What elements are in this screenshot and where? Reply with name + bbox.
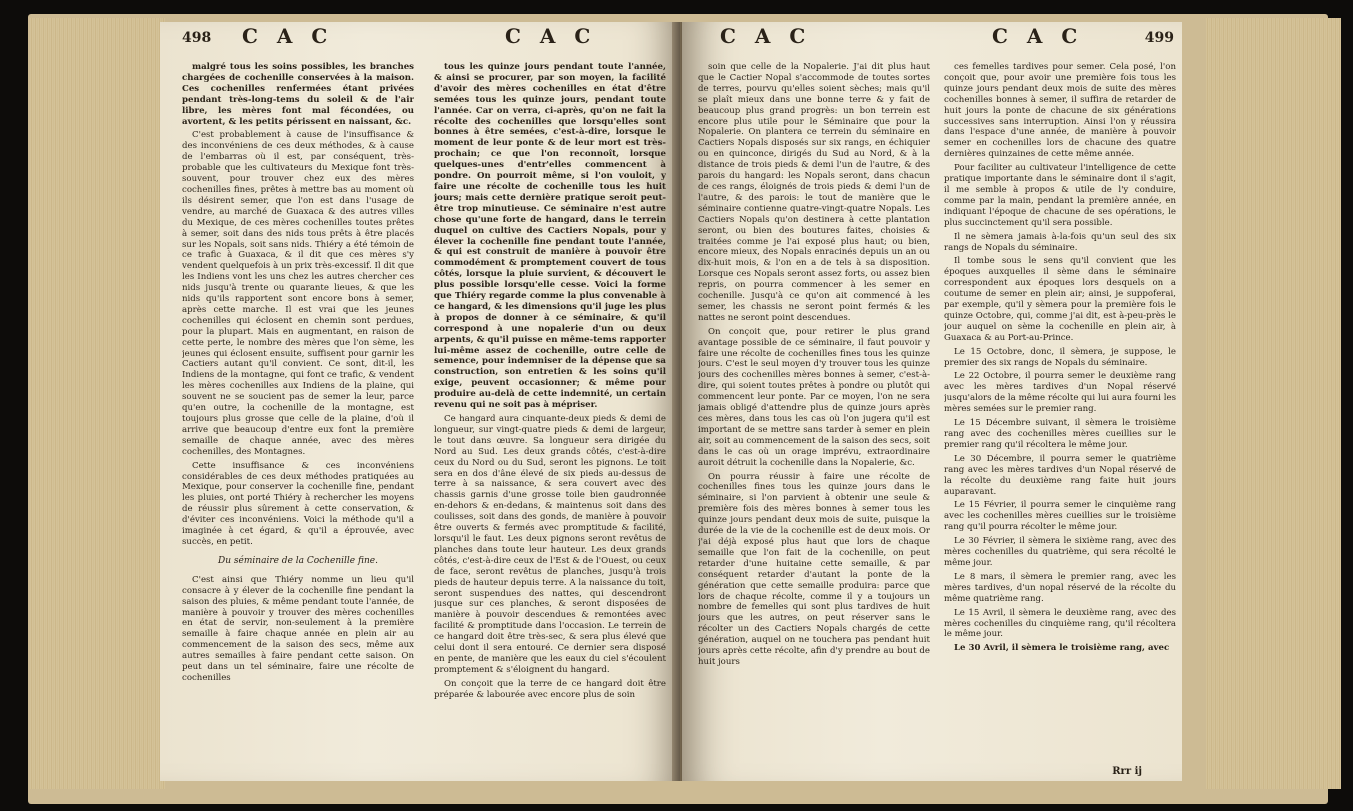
left-page-edges <box>30 18 165 789</box>
paragraph: Le 15 Février, il pourra semer le cinquième rang avec les cochenilles mères cueillies sur le troisième rang qu'il pourra récolter le même jour. <box>944 500 1176 533</box>
left-page <box>160 22 680 781</box>
paragraph: malgré tous les soins possibles, les branches chargées de cochenille conservées à la maison. Ces cochenilles renfermées étant privées pendant très-long-tems du soleil & de l'air libre, les mères font mal fécondées, ou avortent, & les petits périssent en naissant, &c. <box>182 62 414 127</box>
right-page-header <box>682 22 1182 56</box>
paragraph: tous les quinze jours pendant toute l'année, & ainsi se procurer, par son moyen, la facilité d'avoir des mères cochenilles en état d'être semées tous les quinze jours, pendant toute l'année. Car on verra, ci-après, qu'on ne fait la récolte des cochenilles que lorsqu'elles sont bonnes à être semées, c'est-à-dire, lorsque le moment de leur ponte & de leur mort est très-prochain; ce que l'on reconnoît, lorsque quelques-unes d'entr'elles commencent à pondre. On pourroit même, si l'on vouloit, y faire une récolte de cochenille tous les huit jours; mais cette dernière pratique seroit peut-être trop minutieuse. Ce séminaire n'est autre chose qu'une forte de hangard, dans le terrein duquel on cultive des Cactiers Nopals, pour y élever la cochenille fine pendant toute l'année, & qui est construit de manière à pouvoir être commodément & promptement couvert de tous côtés, lorsque la pluie survient, & découvert le plus possible lorsqu'elle cesse. Voici la forme que Thiéry regarde comme la plus convenable à ce hangard, & les dimensions qu'il juge les plus à propos de donner à ce séminaire, & qu'il correspond à une nopalerie d'un ou deux arpents, & qu'il puisse en même-tems rapporter lui-même assez de cochenille, outre celle de semence, pour indemniser de la dépense que sa construction, son entretien & les soins qu'il exige, peuvent occasionner; & même pour produire au-delà de cette indemnité, un certain revenu qui ne soit pas à mépriser. <box>434 62 666 411</box>
paragraph: C'est probablement à cause de l'insuffisance & des inconvéniens de ces deux méthodes, & à cause de l'embarras où il est, par conséquent, très-probable que les cultivateurs du Mexique font très-souvent, pour trouver chez eux des mères cochenilles fines, prêtes à mettre bas au moment où ils désirent semer, que l'on est dans l'usage de vendre, au marché de Guaxaca & des autres villes du Mexique, de ces mères cochenilles toutes prêtes à semer, soit dans des nids tous prêts à être placés sur les Nopals, soit sans nids. Thiéry a été témoin de ce trafic à Guaxaca, & il dit que ces mères s'y vendent quelquefois à un prix très-excessif. Il dit que les Indiens vont les uns chez les autres chercher ces nids jusqu'à trente ou quarante lieues, & que les nids qu'ils rapportent sont encore bons à semer, après cette marche. Il est vrai que les jeunes cochenilles qui éclosent en chemin sont perdues, pour la plupart. Mais en augmentant, en raison de cette perte, le nombre des mères que l'on sème, les jeunes qui éclosent ensuite, suffisent pour garnir les Cactiers autant qu'il convient. Ce sont, dit-il, les Indiens de la montagne, qui font ce trafic, & vendent les mères cochenilles aux Indiens de la plaine, qui souvent ne se soucient pas de semer la leur, parce qu'en outre, la cochenille de la montagne, est toujours plus grosse que celle de la plaine, d'où il arrive que beaucoup d'entre eux font la première semaille de chaque année, avec des mères cochenilles, des Montagnes. <box>182 130 414 457</box>
section-heading: Du séminaire de la Cochenille fine. <box>218 555 378 566</box>
paragraph: On pourra réussir à faire une récolte de cochenilles fines tous les quinze jours dans le séminaire, si l'on parvient à obtenir une seule & première fois des mères bonnes à semer tous les quinze jours pendant deux mois de suite, puisque la durée de la vie de la cochenille est de deux mois. Or j'ai déjà exposé plus haut que lors de chaque semaille que l'on fait de la cochenille, on peut retarder d'une huitaine cette semaille, & par conséquent retarder d'autant la ponte de la génération que cette semaille produira: parce que lors de chaque récolte, comme il y a toujours un nombre de femelles qui sont plus tardives de huit jours que les autres, on peut réserver sans le récolter un des Cactiers Nopals chargés de cette génération, auquel on ne touchera pas pendant huit jours après cette récolte, afin d'y prendre au bout de huit jours <box>698 471 930 667</box>
paragraph: Le 22 Octobre, il pourra semer le deuxième rang avec les mères tardives d'un Nopal réservé jusqu'alors de la même récolte qui lui aura fourni les mères semées sur le premier rang. <box>944 371 1176 415</box>
paragraph: Le 15 Avril, il sèmera le deuxième rang, avec des mères cochenilles du cinquième rang, qu'il récoltera le même jour. <box>944 607 1176 640</box>
paragraph: Le 30 Avril, il sèmera le troisième rang, avec <box>954 643 1170 654</box>
paragraph: Ce hangard aura cinquante-deux pieds & demi de longueur, sur vingt-quatre pieds & demi de largeur, le tout dans œuvre. Sa longueur sera dirigée du Nord au Sud. Les deux grands côtés, c'est-à-dire ceux du Nord ou du Sud, seront les pignons. Le toit sera en dos d'âne élevé de six pieds au-dessus de terre à sa naissance, & sera couvert avec des chassis garnis d'une grosse toile bien gaudronnée en-dehors & en-dedans, & maintenus soit dans des coulisses, soit dans des gonds, de manière à pouvoir être ouverts & fermés avec promptitude & facilité, lorsqu'il le faut. Les deux pignons seront revêtus de planches dans toute leur hauteur. Les deux grands côtés, c'est-à-dire ceux de l'Est & de l'Ouest, ou ceux de face, seront revêtus de planches, jusqu'à trois pieds de hauteur depuis terre. A la naissance du toit, seront suspendues des nattes, qui descendront jusque sur ces planches, & seront disposées de manière à pouvoir descendues & remontées avec facilité & promptitude dans l'occasion. Le terrein de ce hangard doit être très-sec, & sera plus élevé que celui dont il sera entouré. Ce dernier sera disposé en pente, de manière que les eaux du ciel s'écoulent promptement & s'éloignent du hangard. <box>434 414 666 675</box>
right-running-head-2: C A C <box>992 24 1084 48</box>
paragraph: Le 30 Décembre, il pourra semer le quatrième rang avec les mères tardives d'un Nopal réservé de la récolte du deuxième rang faite huit jours auparavant. <box>944 453 1176 497</box>
paragraph: On conçoit que la terre de ce hangard doit être préparée & labourée avec encore plus de soin <box>434 678 666 700</box>
left-page-number: 498 <box>182 30 212 46</box>
paragraph: C'est ainsi que Thiéry nomme un lieu qu'il consacre à y élever de la cochenille fine pendant la saison des pluies, & même pendant toute l'année, de manière à pouvoir y trouver des mères cochenilles en état de servir, non-seulement à la première semaille à faire chaque année en plein air au commencement de la saison des secs, même aux autres semailles à faire pendant cette saison. On peut dans un tel séminaire, faire une récolte de cochenilles <box>182 574 414 683</box>
paragraph: Le 30 Février, il sèmera le sixième rang, avec des mères cochenilles du quatrième, qui sera récolté le même jour. <box>944 536 1176 568</box>
paragraph: Le 15 Octobre, donc, il sèmera, je suppose, le premier des six rangs de Nopals du séminaire. <box>944 346 1176 368</box>
right-page <box>682 22 1182 781</box>
left-column-1 <box>182 62 414 773</box>
paragraph: Cette insuffisance & ces inconvéniens considérables de ces deux méthodes pratiquées au Mexique, pour conserver la cochenille fine, pendant les pluies, ont porté Thiéry à rechercher les moyens de réussir plus sûrement à cette conservation, & d'éviter ces inconvéniens. Voici la méthode qu'il a imaginée à cet égard, & qu'il a éprouvée, avec succès, en petit. <box>182 460 414 547</box>
left-column-2 <box>434 62 666 773</box>
paragraph: soin que celle de la Nopalerie. J'ai dit plus haut que le Cactier Nopal s'accommode de toutes sortes de terres, pourvu qu'elles soient sèches; mais qu'il se plaît mieux dans une bonne terre & y fait de beaucoup plus grand progrès: un bon terrein est encore plus utile pour le Séminaire que pour la Nopalerie. On plantera ce terrein du séminaire en Cactiers Nopals disposés sur six rangs, en échiquier ou en quinconce, dirigés du Sud au Nord, & à la distance de trois pieds & demi l'un de l'autre, & des parois du hangard: les Nopals seront, dans chacun de ces rangs, éloignés de trois pieds & demi l'un de l'autre, & des parois: le tout de manière que le séminaire contienne quatre-vingt-quatre Nopals. Les Cactiers Nopals qu'on destinera à cette plantation seront, ou bien des boutures faites, choisies & traitées comme je l'ai exposé plus haut; ou bien, encore mieux, des Nopals enracinés depuis un an ou dix-huit mois, & l'on en a de tels à sa disposition. Lorsque ces Nopals seront assez forts, ou assez bien repris, on pourra commencer à les semer en cochenille. Jusqu'à ce qu'on ait commencé à les semer, les chassis ne seront point fermés & les nattes ne seront point descendues. <box>698 62 930 323</box>
signature-mark: Rrr ij <box>1112 766 1142 777</box>
paragraph: Le 8 mars, il sèmera le premier rang, avec les mères tardives, d'un nopal réservé de la récolte du même quatrième rang. <box>944 571 1176 604</box>
right-column-2 <box>944 62 1176 773</box>
paragraph: Il tombe sous le sens qu'il convient que les époques auxquelles il sème dans le séminaire correspondent aux époques lors desquels on a coutume de semer en plein air; ainsi, je suppoferai, par exemple, qu'il y sèmera pour la première fois le quinze Octobre, qui, comme j'ai dit, est à-peu-près le jour auquel on sème la cochenille en plein air, à Guaxaca & au Port-au-Prince. <box>944 256 1176 343</box>
right-column-1 <box>698 62 930 773</box>
right-page-number: 499 <box>1144 30 1174 46</box>
left-running-head-1: C A C <box>242 24 334 48</box>
paragraph: Le 15 Décembre suivant, il sèmera le troisième rang avec des cochenilles mères cueillies sur le premier rang qu'il récoltera le même jour. <box>944 418 1176 450</box>
left-page-header <box>160 22 680 56</box>
paragraph: On conçoit que, pour retirer le plus grand avantage possible de ce séminaire, il faut pouvoir y faire une récolte de cochenilles fines tous les quinze jours. C'est le seul moyen d'y trouver tous les quinze jours des cochenilles mères bonnes à semer, c'est-à-dire, qui soient toutes prêtes à pondre ou plutôt qui commencent leur ponte. Par ce moyen, l'on ne sera jamais obligé d'attendre plus de quinze jours après ces mères, dans tous les cas où l'on jugera qu'il est important de se mettre sans tarder à semer en plein air, soit au commencement de la saison des secs, soit dans le cas où un orage imprévu, extraordinaire auroit détruit la cochenille dans la Nopalerie, &c. <box>698 326 930 468</box>
right-page-edges <box>1206 18 1341 789</box>
paragraph: Pour faciliter au cultivateur l'intelligence de cette pratique importante dans le séminaire dont il s'agit, il me semble à propos & utile de l'y conduire, comme par la main, pendant la première année, en indiquant l'époque de chacune de ses opérations, le plus succinctement qu'il sera possible. <box>944 163 1176 228</box>
right-running-head-1: C A C <box>720 24 812 48</box>
left-running-head-2: C A C <box>505 24 597 48</box>
paragraph: Il ne sèmera jamais à-la-fois qu'un seul des six rangs de Nopals du séminaire. <box>944 231 1176 253</box>
paragraph: ces femelles tardives pour semer. Cela posé, l'on conçoit que, pour avoir une première fois tous les quinze jours pendant deux mois de suite des mères cochenilles bonnes à semer, il suffira de retarder de huit jours la ponte de chacune de six générations successives sans interruption. Ainsi l'on y réussira dans l'espace d'une année, de manière à pouvoir semer en cochenilles lors de chacune des quatre dernières quinzaines de cette même année. <box>944 62 1176 160</box>
